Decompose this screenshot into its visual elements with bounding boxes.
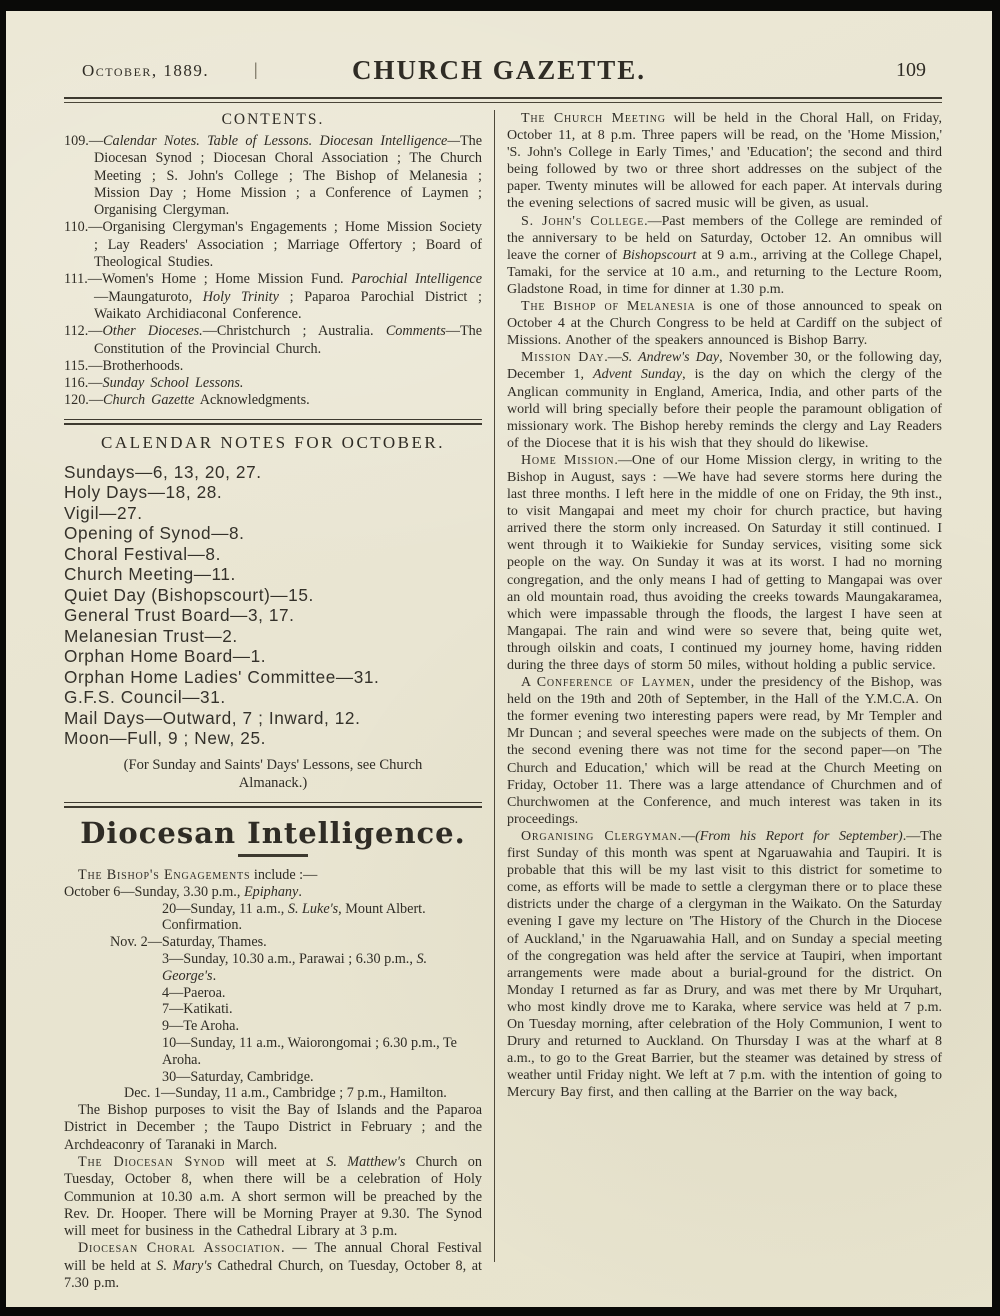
paragraph: The Bishop of Melanesia is one of those announced to speak on October 4 at the Church Congress to be held at Cardiff on the subject of Missions. Another of the speakers announced is Bishop Barry. (507, 299, 942, 349)
engagement-line: 3—Sunday, 10.30 a.m., Parawai ; 6.30 p.m., S. George's. (162, 950, 428, 984)
calendar-entry: Orphan Home Ladies' Committee—31. (64, 666, 380, 687)
paragraph: Organising Clergyman.—(From his Report for September).—The first Sunday of this month was spent at Ngaruawahia and Taupiri. It is probable that this will be my last visit to this district for sometime to come, as efforts will be made to settle a clergyman there or to place these districts under the charge of a clergyman in the Waikato. On the Saturday evening I gave my lecture on 'The History of the Church in the Diocese of Auckland,' in the Ngaruawahia Hall, and on Sunday a special meeting of the congregation was held after the service at Taupiri, when important arrangements were made about a burial-ground for the district. On Monday I returned as far as Drury, and was met there by Mr Urquhart, who most kindly drove me to Karaka, where service was held at 7 p.m. On Tuesday morning, after celebration of the Holy Communion, I went to Drury and returned to Auckland. On Thursday I was at the wharf at 8 a.m., to go to the Great Barrier, but the steamer was detained by stress of weather until Friday night. We left at 7 p.m. with the intention of going to Mercury Bay first, and then calling at the Barrier on the way back, (507, 828, 942, 1101)
engagement-line: 30—Saturday, Cambridge. (162, 1068, 314, 1085)
paragraph: Mission Day.—S. Andrew's Day, November 30, or the following day, December 1, Advent Sunday, is the day on which the clergy of the Anglican community in England, America, India, and other parts of the world will bring specially before their people the paramount obligation of missionary work. The Bishop hereby reminds the clergy and Lay Readers of the Diocese that it is his wish that they should do likewise. (507, 350, 942, 451)
paragraph: S. John's College.—Past members of the College are reminded of the anniversary to be held on Saturday, October 12. An omnibus will leave the corner of Bishopscourt at 9 a.m., arriving at the College Chapel, Tamaki, for the service at 10 a.m., and returning to the Lecture Room, Gladstone Road, in time for dinner at 1.30 p.m. (507, 213, 942, 297)
contents-item: 115.—Brotherhoods. (64, 357, 184, 374)
engagement-line: 4—Paeroa. (162, 984, 226, 1001)
section-rule (64, 419, 482, 425)
contents-item: 109.—Calendar Notes. Table of Lessons. Diocesan Intelligence—The Diocesan Synod ; Diocesan Choral Association ; The Church Meeting ; S. John's College ; The Bishop of Melanesia ; Mission Day ; Home Mission ; a Conference of Laymen ; Organising Clergyman. (64, 133, 482, 219)
engagements-intro: The Bishop's Engagements include :— (78, 866, 318, 883)
calendar-entry: Orphan Home Board—1. (64, 646, 267, 667)
calendar-entry: Melanesian Trust—2. (64, 625, 238, 646)
heading-underline (238, 854, 308, 857)
contents-item: 111.—Women's Home ; Home Mission Fund. Parochial Intelligence—Maungaturoto, Holy Trinity ; Paparoa Parochial District ; Waikato Archidiaconal Conference. (64, 271, 482, 322)
paragraph: The Bishop purposes to visit the Bay of Islands and the Paparoa District in December ; the Taupo District in February ; and the Archdeaconry of Taranaki in March. (64, 1102, 482, 1153)
calendar-entry: Holy Days—18, 28. (64, 482, 223, 503)
calendar-note: (For Sunday and Saints' Days' Lessons, see Church Almanack.) (123, 756, 423, 792)
engagement-line: October 6—Sunday, 3.30 p.m., Epiphany. (64, 883, 302, 900)
calendar-entry: Choral Festival—8. (64, 543, 221, 564)
newspaper-page (6, 11, 992, 1307)
section-rule (64, 802, 482, 808)
columns (64, 110, 943, 1292)
calendar-entry: Moon—Full, 9 ; New, 25. (64, 728, 266, 749)
paragraph: The Church Meeting will be held in the Choral Hall, on Friday, October 11, at 8 p.m. Three papers will be read, on the 'Home Mission,' 'S. John's College in Early Times,' and 'Education'; the second and third being followed by two or three short addresses on the subject of the paper. Twenty minutes will be allowed for each paper. At intervals during the evening selections of sacred music will be given, as usual. (507, 111, 942, 212)
calendar-entry: G.F.S. Council—31. (64, 687, 226, 708)
engagement-line: Nov. 2—Saturday, Thames. (110, 934, 267, 951)
right-column (495, 110, 942, 1275)
calendar-entry: Sundays—6, 13, 20, 27. (64, 461, 262, 482)
calendar-entry: Vigil—27. (64, 502, 143, 523)
calendar-entry: Quiet Day (Bishopscourt)—15. (64, 584, 314, 605)
contents-item: 110.—Organising Clergyman's Engagements ; Home Mission Society ; Lay Readers' Association ; Marriage Offertory ; Board of Theological Studies. (64, 219, 482, 271)
issue-date: October, 1889. (82, 61, 210, 80)
header-rule (64, 97, 942, 103)
engagement-line: 10—Sunday, 11 a.m., Waiorongomai ; 6.30 p.m., Te Aroha. (162, 1034, 457, 1068)
paragraph: Home Mission.—One of our Home Mission clergy, in writing to the Bishop in August, says : —We have had severe storms here during the last three months. I left here in the middle of one on Friday, the 9th inst., to visit Mangapai and meet my choir for church practice, but having arrived there the storm only increased. On Saturday it still continued. I went through it to Waikiekie for Sunday services, visiting some sick people on the way. On Sunday it was at its worst. I had no morning congregation, and the only means I had of getting to Mangapai was over an old mountain road, thus avoiding the creeks towards Maungakaramea, which were impassable through the floods, the largest I have seen at Mangapai. The rain and wind were so severe that, being quite wet, through oilskin and coats, I continued my journey home, having ridden during the three days of storm 50 miles, without holding a public service. (507, 452, 942, 673)
masthead-title: CHURCH GAZETTE. (351, 55, 647, 85)
contents-item: 112.—Other Dioceses.—Christchurch ; Australia. Comments—The Constitution of the Provincial Church. (64, 323, 482, 357)
contents-item: 116.—Sunday School Lessons. (64, 375, 244, 392)
contents-item: 120.—Church Gazette Acknowledgments. (64, 392, 310, 409)
calendar-heading: CALENDAR NOTES FOR OCTOBER. (101, 432, 445, 452)
contents-heading: CONTENTS. (221, 111, 325, 128)
page-number: 109 (896, 59, 926, 81)
paragraph: A Conference of Laymen, under the presidency of the Bishop, was held on the 19th and 20th of September, in the Hall of the Y.M.C.A. On the former evening two interesting papers were read, by Mr Templer and Mr Duncan ; and several speeches were made on the subjects of them. On the second evening there was not time for the second paper—on 'The Church and Education,' which will be read at the Church Meeting on Friday, October 11. There was a large attendance of Churchmen and of Churchwomen at the Conference, and much interest was taken in its proceedings. (507, 675, 943, 827)
calendar-entry: General Trust Board—3, 17. (64, 605, 295, 626)
left-column (64, 110, 494, 1292)
engagement-line: 7—Katikati. (162, 1001, 233, 1018)
paragraph: Diocesan Choral Association. — The annual Choral Festival will be held at S. Mary's Cathedral Church, on Tuesday, October 8, at 7.30 p.m. (64, 1240, 482, 1292)
calendar-entry: Mail Days—Outward, 7 ; Inward, 12. (64, 707, 361, 728)
engagement-line: Dec. 1—Sunday, 11 a.m., Cambridge ; 7 p.m., Hamilton. (124, 1085, 447, 1102)
calendar-entry: Church Meeting—11. (64, 564, 236, 585)
engagement-line: 9—Te Aroha. (162, 1018, 240, 1035)
scan-mark: | (254, 59, 258, 79)
paragraph: The Diocesan Synod will meet at S. Matthew's Church on Tuesday, October 8, when there will be a celebration of Holy Communion at 10.30 a.m. A short sermon will be preached by the Rev. Dr. Hooper. There will be Morning Prayer at 9.30. The Synod will meet for business in the Cathedral Library at 3 p.m. (64, 1154, 482, 1240)
calendar-entry: Opening of Synod—8. (64, 523, 245, 544)
diocesan-intelligence-heading: Diocesan Intelligence. (80, 815, 466, 850)
engagement-line: 20—Sunday, 11 a.m., S. Luke's, Mount Albert. Confirmation. (162, 900, 426, 934)
